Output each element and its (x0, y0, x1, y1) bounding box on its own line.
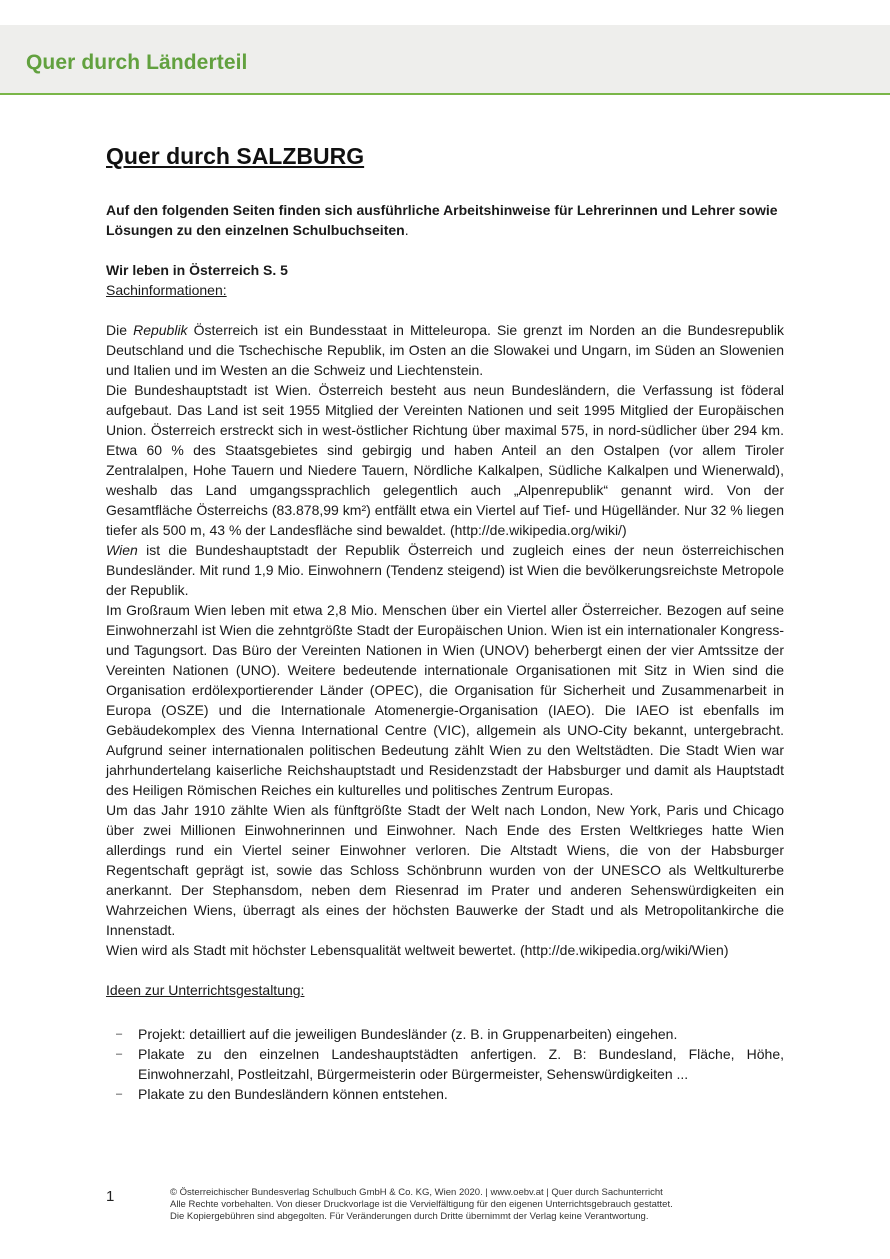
paragraph-republik (106, 320, 784, 380)
bullet-dash: – (116, 1048, 123, 1060)
p3-italic: Wien (106, 542, 138, 558)
list-item-text: Plakate zu den Bundesländern können entstehen. (138, 1086, 448, 1102)
paragraph-wien (106, 540, 784, 600)
paragraph-1910: Um das Jahr 1910 zählte Wien als fünftgrößte Stadt der Welt nach London, New York, Paris und Chicago über zwei Millionen Einwohnerinnen und Einwohner. Nach Ende des Ersten Weltkrieges hatte Wien allerdings rund ein Viertel seiner Einwohner verloren. Die Altstadt Wiens, die von der Habsburger Regentschaft geprägt ist, sowie das Schloss Schönbrunn wurden von der UNESCO als Weltkulturerbe anerkannt. Der Stephansdom, neben dem Riesenrad im Prater und anderen Sehenswürdigkeiten ein Wahrzeichen Wiens, überragt als eines der höchsten Bauwerke der Stadt und als Metropolitankirche die Innenstadt. (106, 802, 784, 938)
footer-line-2: Alle Rechte vorbehalten. Von dieser Druckvorlage ist die Vervielfältigung für den eigenen Unterrichtsgebrauch gestattet. (170, 1199, 673, 1210)
list-item (106, 1044, 784, 1084)
page-title: Quer durch SALZBURG (106, 143, 365, 169)
intro-paragraph (106, 200, 784, 240)
main-content (106, 138, 784, 1104)
intro-text: Auf den folgenden Seiten finden sich ausführliche Arbeitshinweise für Lehrerinnen und Lehrer sowie Lösungen zu den einzelnen Schulbuchseiten (106, 202, 778, 238)
list-item (106, 1084, 784, 1104)
intro-period: . (404, 222, 409, 238)
list-item-text: Projekt: detailliert auf die jeweiligen Bundesländer (z. B. in Gruppenarbeiten) eingehen. (138, 1026, 678, 1042)
footer-line-1: © Österreichischer Bundesverlag Schulbuch GmbH & Co. KG, Wien 2020. | www.oebv.at | Quer durch Sachunterricht (170, 1187, 663, 1198)
paragraph-lebensqualitaet: Wien wird als Stadt mit höchster Lebensqualität weltweit bewertet. (http://de.wikipedia.org/wiki/Wien) (106, 942, 729, 958)
bullet-dash: – (116, 1028, 123, 1040)
p1-post: Österreich ist ein Bundesstaat in Mitteleuropa. Sie grenzt im Norden an die Bundesrepublik Deutschland und die Tschechische Republik, im Osten an die Slowakei und Ungarn, im Süden an Slowenien und Italien und im Westen an die Schweiz und Liechtenstein. (106, 322, 784, 378)
section-subheading: Sachinformationen: (106, 282, 227, 298)
footer-copyright (170, 1187, 790, 1223)
header-band (0, 25, 890, 95)
bullet-dash: – (116, 1088, 123, 1100)
list-item (106, 1024, 784, 1044)
ideas-heading: Ideen zur Unterrichtsgestaltung: (106, 982, 305, 998)
p1-pre: Die (106, 322, 134, 338)
paragraph-grossraum: Im Großraum Wien leben mit etwa 2,8 Mio. Menschen über ein Viertel aller Österreicher. Bezogen auf seine Einwohnerzahl ist Wien die zehntgrößte Stadt der Europäischen Union. Wien ist ein internationaler Kongress- und Tagungsort. Das Büro der Vereinten Nationen in Wien (UNOV) beherbergt einen der vier Amtssitze der Vereinten Nationen (UNO). Weitere bedeutende internationale Organisationen mit Sitz in Wien sind die Organisation erdölexportierender Länder (OPEC), die Organisation für Sicherheit und Zusammenarbeit in Europa (OSZE) und die Internationale Atomenergie-Organisation (IAEO). Die IAEO ist ebenfalls im Gebäudekomplex des Vienna International Centre (VIC), allgemein als UNO-City bekannt, untergebracht. Aufgrund seiner internationalen politischen Bedeutung zählt Wien zu den Weltstädten. Die Stadt Wien war jahrhundertelang kaiserliche Reichshauptstadt und Residenzstadt der Habsburger und damit als Hauptstadt des Heiligen Römischen Reiches ein kulturelles und politisches Zentrum Europas. (106, 602, 784, 798)
paragraph-bundeshauptstadt: Die Bundeshauptstadt ist Wien. Österreich besteht aus neun Bundesländern, die Verfassung ist föderal aufgebaut. Das Land ist seit 1955 Mitglied der Vereinten Nationen und seit 1995 Mitglied der Europäischen Union. Österreich erstreckt sich in west-östlicher Richtung über maximal 575, in nord-südlicher über 294 km. Etwa 60 % des Staatsgebietes sind gebirgig und haben Anteil an den Ostalpen (vor allem Tiroler Zentralalpen, Hohe Tauern und Niedere Tauern, Nördliche Kalkalpen, Südliche Kalkalpen und Wienerwald), weshalb das Land umgangssprachlich gelegentlich auch „Alpenrepublik“ genannt wird. Von der Gesamtfläche Österreichs (83.878,99 km²) entfällt etwa ein Viertel auf Tief- und Hügelländer. Nur 32 % liegen tiefer als 500 m, 43 % der Landesfläche sind bewaldet. (http://de.wikipedia.org/wiki/) (106, 382, 784, 538)
p1-italic: Republik (133, 322, 188, 338)
footer-line-3: Die Kopiergebühren sind abgegolten. Für Veränderungen durch Dritte übernimmt der Verlag keine Verantwortung. (170, 1211, 649, 1222)
page-number: 1 (106, 1188, 115, 1205)
header-title: Quer durch Länderteil (26, 51, 248, 74)
list-item-text: Plakate zu den einzelnen Landeshauptstädten anfertigen. Z. B: Bundesland, Fläche, Höhe, Einwohnerzahl, Postleitzahl, Bürgermeisterin oder Bürgermeister, Sehenswürdigkeiten ... (138, 1046, 784, 1082)
p3-post: ist die Bundeshauptstadt der Republik Österreich und zugleich eines der neun österreichischen Bundesländer. Mit rund 1,9 Mio. Einwohnern (Tendenz steigend) ist Wien die bevölkerungsreichste Metropole der Republik. (106, 542, 784, 598)
section-heading: Wir leben in Österreich S. 5 (106, 262, 288, 278)
ideas-list (106, 1024, 784, 1104)
